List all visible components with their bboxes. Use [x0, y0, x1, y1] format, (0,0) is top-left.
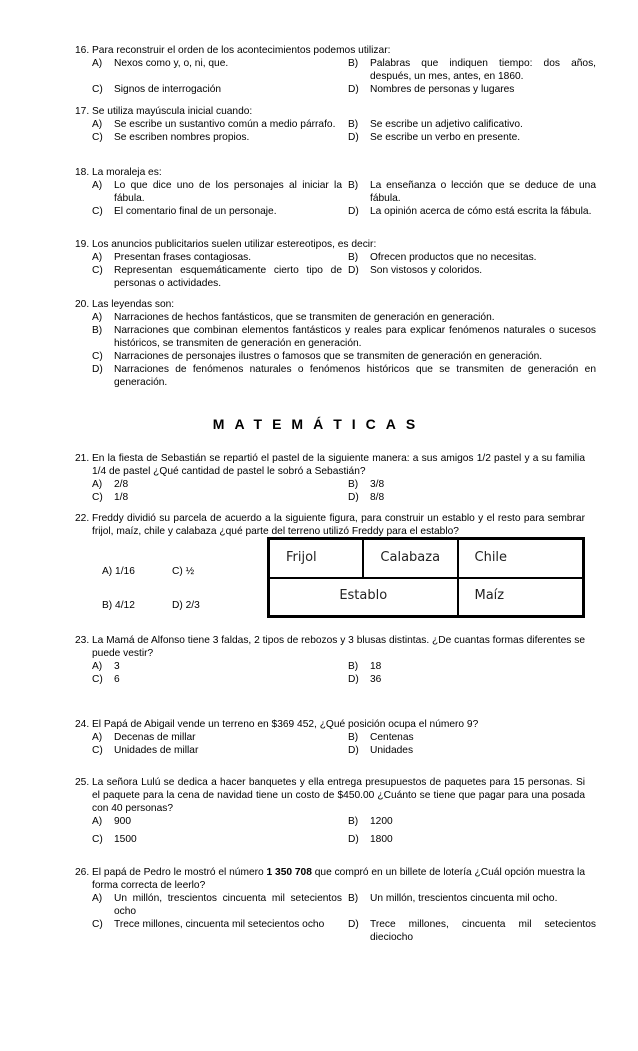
option-c: C) Se escriben nombres propios.	[92, 132, 250, 144]
option-c: C) Signos de interrogación	[92, 84, 222, 96]
question-23	[75, 634, 585, 686]
question-21	[75, 452, 585, 504]
option-d: D) Se escribe un verbo en presente.	[348, 132, 521, 144]
option-d: D) Trece millones, cincuenta mil setecientos dieciocho	[348, 919, 596, 944]
option-a: A) 1/16	[102, 566, 135, 577]
option-c: C) Trece millones, cincuenta mil setecientos ocho	[92, 919, 325, 931]
option-b: B) 4/12	[102, 600, 135, 611]
question-text: La moraleja es:	[92, 167, 162, 178]
question-number: 17.	[75, 106, 90, 117]
option-a: A) Presentan frases contagiosas.	[92, 252, 252, 264]
question-text: Las leyendas son:	[92, 299, 175, 310]
question-18	[75, 166, 596, 218]
question-26	[75, 866, 596, 944]
option-c: C) 1/8	[92, 492, 129, 504]
section-title: MATEMÁTICAS	[212, 416, 426, 432]
question-22-options-row-1	[102, 565, 194, 578]
parcel-figure	[267, 537, 585, 618]
option-a: A) Un millón, trescientos cincuenta mil setecientos ocho	[92, 893, 342, 918]
option-c: C) 1500	[92, 834, 137, 846]
option-d: D) Narraciones de fenómenos naturales o fenómenos históricos que se transmiten de generación en generación.	[92, 364, 596, 389]
question-20	[75, 298, 596, 389]
option-c: C) Representan esquemáticamente cierto tipo de personas o actividades.	[92, 265, 342, 290]
option-c: C) 6	[92, 674, 120, 686]
option-a: A) Se escribe un sustantivo común a medio párrafo.	[92, 119, 336, 131]
cell-chile: Chile	[458, 539, 584, 578]
option-b: B) 18	[348, 661, 382, 673]
question-19	[75, 238, 585, 290]
question-24	[75, 718, 585, 757]
option-b: B) Centenas	[348, 732, 414, 744]
question-number: 24.	[75, 719, 90, 730]
question-number: 25.	[75, 777, 90, 788]
option-b: B) Narraciones que combinan elementos fantásticos y reales para explicar fenómenos naturales o sucesos históricos, se transmiten de generación en generación.	[92, 325, 596, 350]
option-b: B) Ofrecen productos que no necesitas.	[348, 252, 537, 264]
option-b: B) 3/8	[348, 479, 385, 491]
option-d: D) Unidades	[348, 745, 414, 757]
cell-maiz: Maíz	[458, 578, 584, 617]
option-d: D) 2/3	[172, 600, 200, 611]
option-b: B) Se escribe un adjetivo calificativo.	[348, 119, 523, 131]
question-text: Los anuncios publicitarios suelen utilizar estereotipos, es decir:	[92, 239, 377, 250]
option-d: D) 8/8	[348, 492, 385, 504]
question-number: 16.	[75, 45, 90, 56]
question-text: El papá de Pedro le mostró el número 1 350 708 que compró en un billete de lotería ¿Cuál opción muestra la forma correcta de leerlo?	[92, 867, 585, 892]
option-b: B) La enseñanza o lección que se deduce de una fábula.	[348, 180, 596, 205]
option-d: D) La opinión acerca de cómo está escrita la fábula.	[348, 206, 592, 218]
question-22-options-row-2	[102, 599, 200, 612]
question-text: La señora Lulú se dedica a hacer banquetes y ella entrega presupuestos de paquetes para 15 personas. Si el paquete para la cena de navidad tiene un costo de $450.00 ¿Cuánto se tiene que pagar para una posada con 40 personas?	[92, 777, 585, 815]
question-17	[75, 105, 585, 144]
option-a: A) Narraciones de hechos fantásticos, que se transmiten de generación en generación.	[92, 312, 495, 324]
question-text: La Mamá de Alfonso tiene 3 faldas, 2 tipos de rebozos y 3 blusas distintas. ¿De cuantas formas diferentes se puede vestir?	[92, 635, 585, 660]
option-d: D) 1800	[348, 834, 393, 846]
question-number: 23.	[75, 635, 90, 646]
option-b: B) 1200	[348, 816, 393, 828]
option-a: A) Decenas de millar	[92, 732, 196, 744]
cell-calabaza: Calabaza	[363, 539, 458, 578]
cell-frijol: Frijol	[269, 539, 364, 578]
lottery-number: 1 350 708	[266, 867, 312, 878]
option-b: B) Un millón, trescientos cincuenta mil ocho.	[348, 893, 558, 905]
option-c: C) El comentario final de un personaje.	[92, 206, 277, 218]
question-number: 22.	[75, 513, 90, 524]
question-number: 20.	[75, 299, 90, 310]
question-number: 18.	[75, 167, 90, 178]
option-d: D) Nombres de personas y lugares	[348, 84, 515, 96]
question-22	[75, 512, 585, 538]
option-a: A) Lo que dice uno de los personajes al iniciar la fábula.	[92, 180, 342, 205]
question-text: Para reconstruir el orden de los acontecimientos podemos utilizar:	[92, 45, 391, 56]
option-d: D) 36	[348, 674, 382, 686]
question-number: 19.	[75, 239, 90, 250]
option-c: C) ½	[172, 566, 195, 577]
cell-establo: Establo	[269, 578, 458, 617]
question-text: Freddy dividió su parcela de acuerdo a la siguiente figura, para construir un establo y el resto para sembrar frijol, maíz, chile y calabaza ¿qué parte del terreno utilizó Freddy para el establo?	[92, 513, 585, 538]
question-number: 21.	[75, 453, 90, 464]
option-d: D) Son vistosos y coloridos.	[348, 265, 483, 277]
option-a: A) 900	[92, 816, 131, 828]
option-a: A) 3	[92, 661, 120, 673]
question-16	[75, 44, 596, 96]
question-25	[75, 776, 585, 846]
question-text: Se utiliza mayúscula inicial cuando:	[92, 106, 253, 117]
option-c: C) Narraciones de personajes ilustres o famosos que se transmiten de generación en generación.	[92, 351, 543, 363]
option-a: A) 2/8	[92, 479, 129, 491]
question-text: En la fiesta de Sebastián se repartió el pastel de la siguiente manera: a sus amigos 1/2 pastel y a su familia 1/4 de pastel ¿Qué cantidad de pastel le sobró a Sebastián?	[92, 453, 585, 478]
option-b: B) Palabras que indiquen tiempo: dos años, después, un mes, antes, en 1860.	[348, 58, 596, 83]
option-c: C) Unidades de millar	[92, 745, 199, 757]
option-a: A) Nexos como y, o, ni, que.	[92, 58, 229, 70]
question-number: 26.	[75, 867, 90, 878]
question-text: El Papá de Abigail vende un terreno en $369 452, ¿Qué posición ocupa el número 9?	[92, 719, 479, 730]
